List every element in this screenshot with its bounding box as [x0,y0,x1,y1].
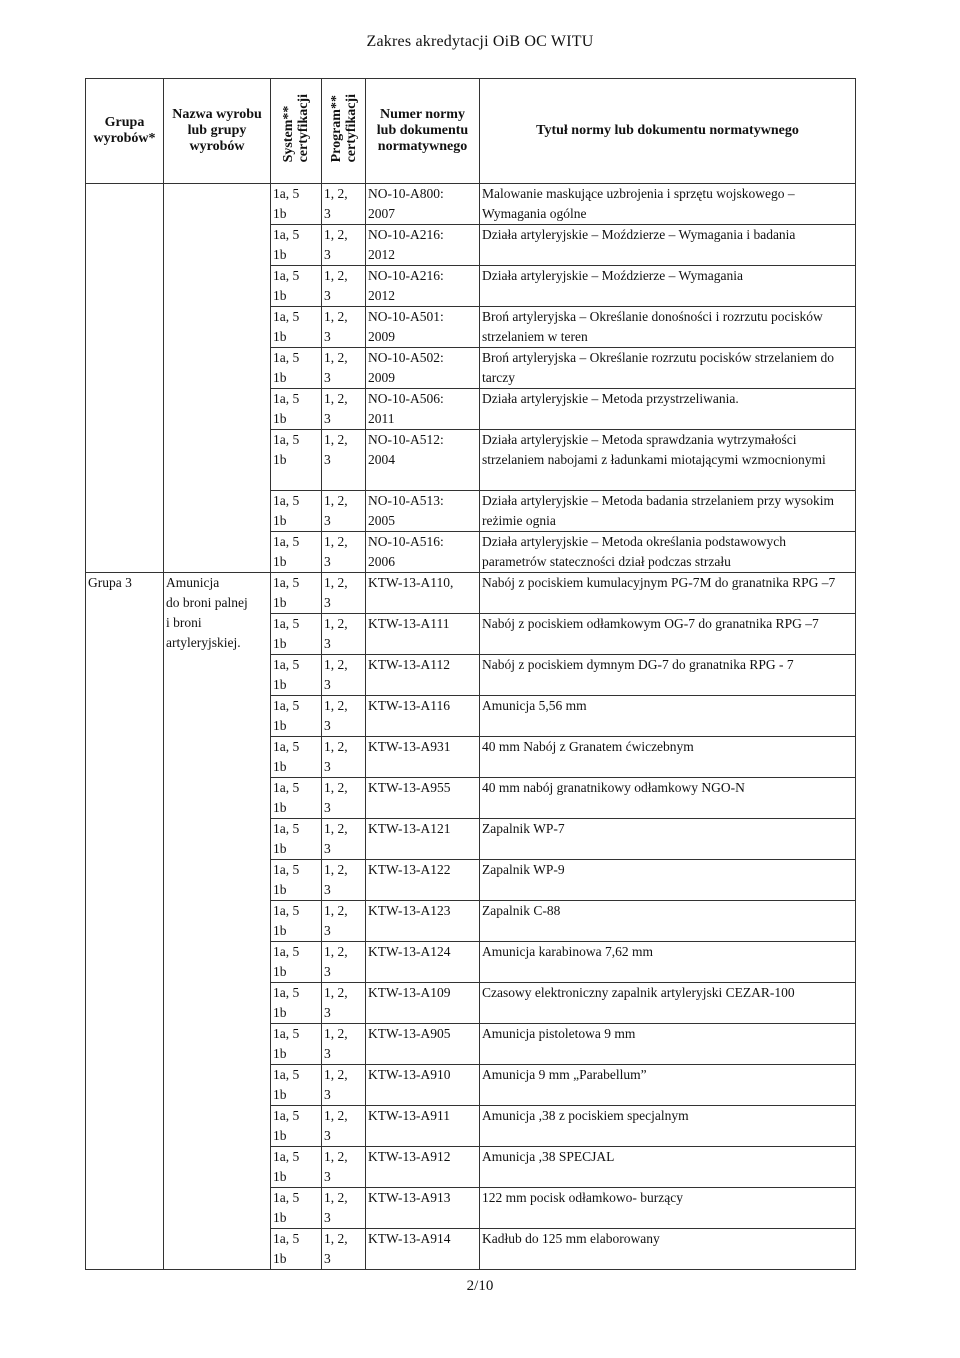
certification-system-cell: 1a, 5 1b [271,491,322,532]
norm-number-cell: KTW-13-A116 [366,696,480,737]
norm-title-cell: Amunicja pistoletowa 9 mm [480,1024,856,1065]
certification-system-cell: 1a, 5 1b [271,942,322,983]
certification-system-cell: 1a, 5 1b [271,573,322,614]
table-body [86,184,856,1270]
certification-system-cell: 1a, 5 1b [271,1024,322,1065]
header-certification-program [322,79,366,184]
norm-title-cell: 122 mm pocisk odłamkowo- burzący [480,1188,856,1229]
table-row [86,184,856,225]
norm-title-cell: Działa artyleryjskie – Metoda badania strzelaniem przy wysokim reżimie ognia [480,491,856,532]
page-header: Zakres akredytacji OiB OC WITU [366,33,594,50]
norm-title-cell: Działa artyleryjskie – Moździerze – Wymagania [480,266,856,307]
norm-number-cell: KTW-13-A112 [366,655,480,696]
certification-system-cell: 1a, 5 1b [271,266,322,307]
norm-title-cell: Zapalnik WP-7 [480,819,856,860]
product-group-label: Grupa 3 [86,573,164,1270]
page-number: 2/10 [466,1278,494,1294]
norm-number-cell: KTW-13-A911 [366,1106,480,1147]
certification-system-cell: 1a, 5 1b [271,778,322,819]
certification-program-cell: 1, 2, 3 [322,266,366,307]
certification-system-cell: 1a, 5 1b [271,983,322,1024]
certification-program-cell: 1, 2, 3 [322,1229,366,1270]
certification-program-cell: 1, 2, 3 [322,573,366,614]
norm-number-cell: NO-10-A216: 2012 [366,266,480,307]
norm-number-cell: NO-10-A216: 2012 [366,225,480,266]
certification-program-cell: 1, 2, 3 [322,184,366,225]
certification-system-cell: 1a, 5 1b [271,860,322,901]
norm-title-cell: Zapalnik WP-9 [480,860,856,901]
certification-system-cell: 1a, 5 1b [271,1229,322,1270]
certification-program-cell: 1, 2, 3 [322,1024,366,1065]
norm-title-cell: Amunicja karabinowa 7,62 mm [480,942,856,983]
norm-number-cell: KTW-13-A123 [366,901,480,942]
norm-number-cell: NO-10-A502: 2009 [366,348,480,389]
certification-program-cell: 1, 2, 3 [322,430,366,491]
header-product-name: Nazwa wyrobu lub grupy wyrobów [164,79,271,184]
certification-program-cell: 1, 2, 3 [322,983,366,1024]
header-certification-system-label: System** certyfikacji [281,94,311,163]
certification-program-cell: 1, 2, 3 [322,1065,366,1106]
norm-number-cell: NO-10-A800: 2007 [366,184,480,225]
certification-program-cell: 1, 2, 3 [322,737,366,778]
norm-number-cell: NO-10-A506: 2011 [366,389,480,430]
certification-system-cell: 1a, 5 1b [271,614,322,655]
norm-title-cell: Amunicja ,38 SPECJAL [480,1147,856,1188]
norm-title-cell: Malowanie maskujące uzbrojenia i sprzętu wojskowego – Wymagania ogólne [480,184,856,225]
certification-system-cell: 1a, 5 1b [271,532,322,573]
norm-title-cell: Amunicja 5,56 mm [480,696,856,737]
norm-title-cell: Zapalnik C-88 [480,901,856,942]
certification-system-cell: 1a, 5 1b [271,655,322,696]
norm-title-cell: 40 mm nabój granatnikowy odłamkowy NGO-N [480,778,856,819]
certification-program-cell: 1, 2, 3 [322,1188,366,1229]
norm-title-cell: Amunicja 9 mm „Parabellum” [480,1065,856,1106]
certification-system-cell: 1a, 5 1b [271,184,322,225]
certification-system-cell: 1a, 5 1b [271,819,322,860]
norm-number-cell: KTW-13-A931 [366,737,480,778]
norm-title-cell: Czasowy elektroniczny zapalnik artyleryjski CEZAR-100 [480,983,856,1024]
header-norm-title: Tytuł normy lub dokumentu normatywnego [480,79,856,184]
norm-number-cell: NO-10-A513: 2005 [366,491,480,532]
norm-number-cell: KTW-13-A124 [366,942,480,983]
norm-number-cell: KTW-13-A912 [366,1147,480,1188]
certification-system-cell: 1a, 5 1b [271,225,322,266]
norm-number-cell: KTW-13-A910 [366,1065,480,1106]
certification-program-cell: 1, 2, 3 [322,307,366,348]
certification-program-cell: 1, 2, 3 [322,819,366,860]
norm-title-cell: Nabój z pociskiem odłamkowym OG-7 do granatnika RPG –7 [480,614,856,655]
table-row [86,573,856,614]
certification-system-cell: 1a, 5 1b [271,389,322,430]
certification-system-cell: 1a, 5 1b [271,737,322,778]
header-certification-program-label: Program** certyfikacji [328,94,359,163]
norm-title-cell: Działa artyleryjskie – Metoda sprawdzania wytrzymałości strzelaniem nabojami z ładunkami miotającymi wzmocnionymi [480,430,856,491]
certification-program-cell: 1, 2, 3 [322,860,366,901]
norm-number-cell: NO-10-A501: 2009 [366,307,480,348]
norm-number-cell: KTW-13-A905 [366,1024,480,1065]
certification-system-cell: 1a, 5 1b [271,348,322,389]
certification-system-cell: 1a, 5 1b [271,1147,322,1188]
certification-program-cell: 1, 2, 3 [322,614,366,655]
certification-system-cell: 1a, 5 1b [271,901,322,942]
certification-program-cell: 1, 2, 3 [322,532,366,573]
certification-program-cell: 1, 2, 3 [322,1106,366,1147]
norm-title-cell: Broń artyleryjska – Określanie donośności i rozrzutu pocisków strzelaniem w teren [480,307,856,348]
header-product-group: Grupa wyrobów* [86,79,164,184]
header-norm-number: Numer normy lub dokumentu normatywnego [366,79,480,184]
certification-system-cell: 1a, 5 1b [271,1188,322,1229]
norm-number-cell: KTW-13-A913 [366,1188,480,1229]
certification-system-cell: 1a, 5 1b [271,696,322,737]
accreditation-table [85,78,856,1270]
norm-title-cell: Nabój z pociskiem kumulacyjnym PG-7M do granatnika RPG –7 [480,573,856,614]
certification-program-cell: 1, 2, 3 [322,348,366,389]
norm-title-cell: Działa artyleryjskie – Metoda przystrzeliwania. [480,389,856,430]
certification-program-cell: 1, 2, 3 [322,225,366,266]
norm-number-cell: NO-10-A512: 2004 [366,430,480,491]
norm-number-cell: NO-10-A516: 2006 [366,532,480,573]
norm-number-cell: KTW-13-A955 [366,778,480,819]
product-group-name: Amunicja do broni palnej i broni artyleryjskiej. [164,573,271,1270]
certification-program-cell: 1, 2, 3 [322,491,366,532]
certification-program-cell: 1, 2, 3 [322,1147,366,1188]
norm-number-cell: KTW-13-A122 [366,860,480,901]
norm-title-cell: Broń artyleryjska – Określanie rozrzutu pocisków strzelaniem do tarczy [480,348,856,389]
norm-title-cell: Działa artyleryjskie – Moździerze – Wymagania i badania [480,225,856,266]
empty-name-cell [164,184,271,573]
certification-program-cell: 1, 2, 3 [322,696,366,737]
certification-system-cell: 1a, 5 1b [271,430,322,491]
header-certification-system [271,79,322,184]
norm-title-cell: Nabój z pociskiem dymnym DG-7 do granatnika RPG - 7 [480,655,856,696]
certification-system-cell: 1a, 5 1b [271,1106,322,1147]
certification-program-cell: 1, 2, 3 [322,901,366,942]
header-row [86,79,856,184]
norm-number-cell: KTW-13-A121 [366,819,480,860]
norm-number-cell: KTW-13-A111 [366,614,480,655]
norm-title-cell: Kadłub do 125 mm elaborowany [480,1229,856,1270]
norm-title-cell: Działa artyleryjskie – Metoda określania podstawowych parametrów stateczności dział podczas strzału [480,532,856,573]
certification-program-cell: 1, 2, 3 [322,389,366,430]
norm-number-cell: KTW-13-A110, [366,573,480,614]
norm-title-cell: Amunicja ,38 z pociskiem specjalnym [480,1106,856,1147]
certification-program-cell: 1, 2, 3 [322,655,366,696]
certification-system-cell: 1a, 5 1b [271,307,322,348]
norm-number-cell: KTW-13-A109 [366,983,480,1024]
certification-program-cell: 1, 2, 3 [322,778,366,819]
norm-title-cell: 40 mm Nabój z Granatem ćwiczebnym [480,737,856,778]
empty-group-cell [86,184,164,573]
certification-system-cell: 1a, 5 1b [271,1065,322,1106]
norm-number-cell: KTW-13-A914 [366,1229,480,1270]
certification-program-cell: 1, 2, 3 [322,942,366,983]
